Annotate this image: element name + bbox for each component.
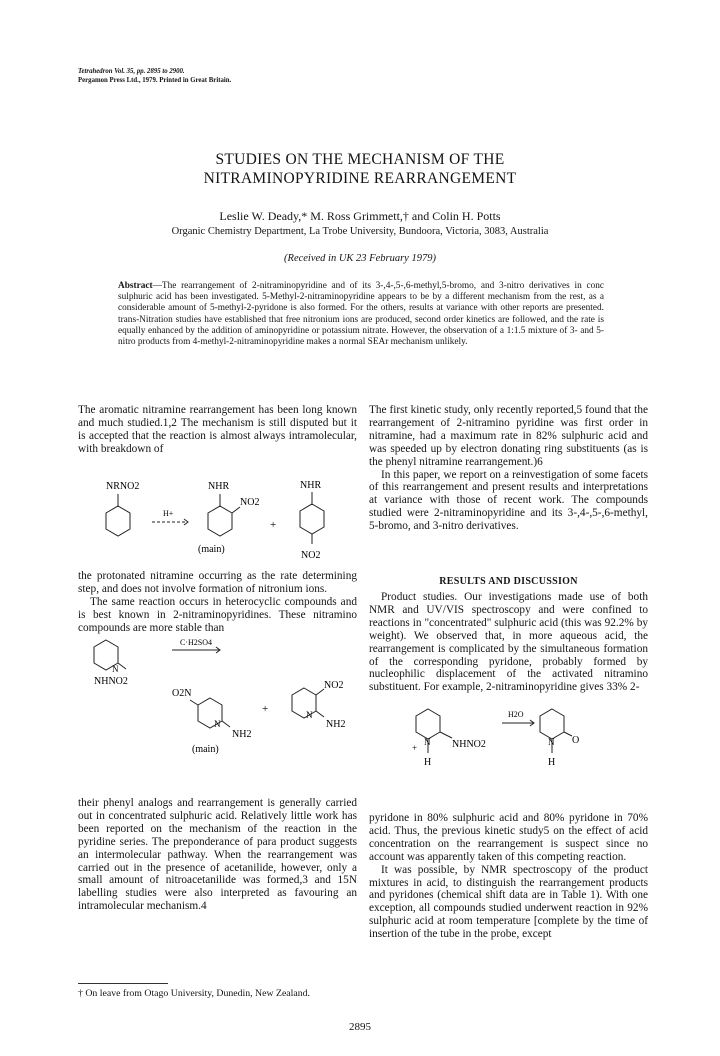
svg-text:N: N — [548, 737, 555, 747]
paper-title-line-2: NITRAMINOPYRIDINE REARRANGEMENT — [203, 170, 517, 187]
left-paragraph-2: the protonated nitramine occurring as the rate determining step, and does not involve formation of nitronium ions. The same reaction occurs in heterocyclic compounds and is best known in 2-nitraminopyridines. These nitramino compounds are more stable than — [78, 570, 357, 634]
abstract — [118, 281, 604, 348]
right-paragraph-1: The first kinetic study, only recently reported,5 found that the rearrangement of 2-nitramino pyridine was first order in nitramine, had a maximum rate in 82% sulphuric acid and was speeded up by electron donating ring substituents (as is the phenyl nitramine rearrangement.)6 In this paper, we report on a reinvestigation of some facets of this rearrangement and present results and interpretations at variance with those of recent work. The compounds studied were 2-nitraminopyridine and its 3-,4-,5-,6-methyl, 5-bromo, and 3-nitro derivatives. — [369, 404, 648, 533]
svg-text:N: N — [424, 737, 431, 747]
scheme-nitraminopyridine-rearrangement — [84, 634, 356, 790]
benzene-ring-3 — [300, 504, 324, 534]
svg-text:H: H — [548, 757, 556, 768]
abstract-text: —The rearrangement of 2-nitraminopyridine and of its 3-,4-,5-,6-methyl,5-bromo, and 3-nitro derivatives in conc sulphuric acid has been investigated. 5-Methyl-2-nitraminopyridine appears to be by a different mechanism from the rest, as a considerable amount of 5-methyl-2-pyridone is also formed. For the others, results at variance with other reports are presented. trans-Nitration studies have established that free nitronium ions are produced, second order kinetics are followed, and the rate is equally enhanced by the addition of aminopyridine or potassium nitrate. However, the observation of a 1:1.5 mixture of 3- and 5-nitro products from 4-methyl-2-nitraminopyridine makes a normal SEAr mechanism unlikely. — [118, 281, 604, 348]
received-date: (Received in UK 23 February 1979) — [284, 253, 436, 264]
arrow-label-h: H+ — [163, 509, 174, 518]
page-number: 2895 — [349, 1021, 371, 1033]
main-product-label: (main) — [198, 544, 225, 555]
benzene-ring-2 — [208, 506, 232, 536]
right-paragraph-3: pyridone in 80% sulphuric acid and 80% pyridone in 70% acid. Thus, the previous kinetic study5 on the effect of acid concentration on the rearrangement is suspect since no account was apparently taken of this competing reaction. It was possible, by NMR spectroscopy of the product mixtures in acid, to distinguish the rearrangement products and pyridones (chemical shift data are in Table 1). With one exception, all compounds studied underwent reaction in 92% sulphuric acid at room temperature [complete by the time of insertion of the tube in the probe, except — [369, 812, 648, 941]
svg-text:O: O — [572, 735, 580, 746]
main-product-label-2: (main) — [192, 744, 219, 755]
left-paragraph-3: their phenyl analogs and rearrangement is generally carried out in concentrated sulphuric acid. Relatively little work has been reported on the mechanism of the reaction in the pyridine series. The preponderance of para product suggests an intermolecular pathway. When the rearrangement was carried out in the presence of acetanilide, however, only a small amount of nitroacetanilide was formed,3 and 15N labelling studies were also interpreted as favouring an intramolecular mechanism.4 — [78, 797, 357, 913]
svg-text:NO2: NO2 — [324, 680, 344, 691]
scheme-nitramine-rearrangement — [90, 478, 350, 566]
journal-citation: Tetrahedron Vol. 35, pp. 2895 to 2900. — [78, 68, 185, 75]
authors: Leslie W. Deady,* M. Ross Grimmett,† and Colin H. Potts — [219, 209, 501, 223]
abstract-label: Abstract — [118, 281, 153, 291]
affiliation: Organic Chemistry Department, La Trobe University, Bundoora, Victoria, 3083, Australia — [171, 226, 549, 237]
svg-text:+: + — [262, 703, 269, 715]
svg-text:H: H — [424, 757, 432, 768]
svg-text:+: + — [270, 519, 277, 531]
publisher-line: Pergamon Press Ltd., 1979. Printed in Great Britain. — [78, 77, 232, 84]
substituent-nhno2: NHNO2 — [94, 676, 128, 687]
svg-text:NO2: NO2 — [301, 550, 321, 561]
svg-text:NHR: NHR — [300, 480, 322, 491]
left-paragraph-1: The aromatic nitramine rearrangement has been long known and much studied.1,2 The mechanism is still disputed but it is accepted that the reaction is almost always intramolecular, with breakdown of — [78, 404, 357, 455]
svg-text:+: + — [412, 743, 418, 753]
svg-text:NO2: NO2 — [240, 497, 260, 508]
svg-text:NHR: NHR — [208, 481, 230, 492]
svg-text:NH2: NH2 — [326, 719, 346, 730]
paper-title-line-1: STUDIES ON THE MECHANISM OF THE — [215, 151, 505, 168]
svg-text:N: N — [306, 710, 313, 720]
benzene-ring-1 — [106, 506, 130, 536]
pyridone-ring — [540, 709, 564, 739]
footnote-rule — [78, 983, 168, 984]
substituent-nrno2: NRNO2 — [106, 481, 140, 492]
arrow-label-h2o: H2O — [508, 710, 524, 719]
footnote: † On leave from Otago University, Dunedin, New Zealand. — [78, 988, 310, 999]
svg-text:O2N: O2N — [172, 688, 192, 699]
svg-text:N: N — [214, 719, 221, 729]
scheme-pyridone-formation — [400, 705, 620, 783]
right-paragraph-2: Product studies. Our investigations made use of both NMR and UV/VIS spectroscopy and were confined to reactions in "concentrated" sulphuric acid (this was 92.2% by weight). We observed that, in more aqueous acid, the rearrangement is complicated by the simultaneous formation of the corresponding pyridone, probably formed by nucleophilic displacement of the activated nitramino substituent. For example, 2-nitraminopyridine gives 33% 2- — [369, 591, 648, 694]
svg-text:N: N — [112, 664, 119, 674]
pyridinium-ring — [416, 709, 440, 739]
substituent-nhno2-2: NHNO2 — [452, 739, 486, 750]
arrow-label-h2so4: C·H2SO4 — [180, 638, 213, 647]
svg-text:NH2: NH2 — [232, 729, 252, 740]
section-heading: RESULTS AND DISCUSSION — [439, 576, 578, 587]
